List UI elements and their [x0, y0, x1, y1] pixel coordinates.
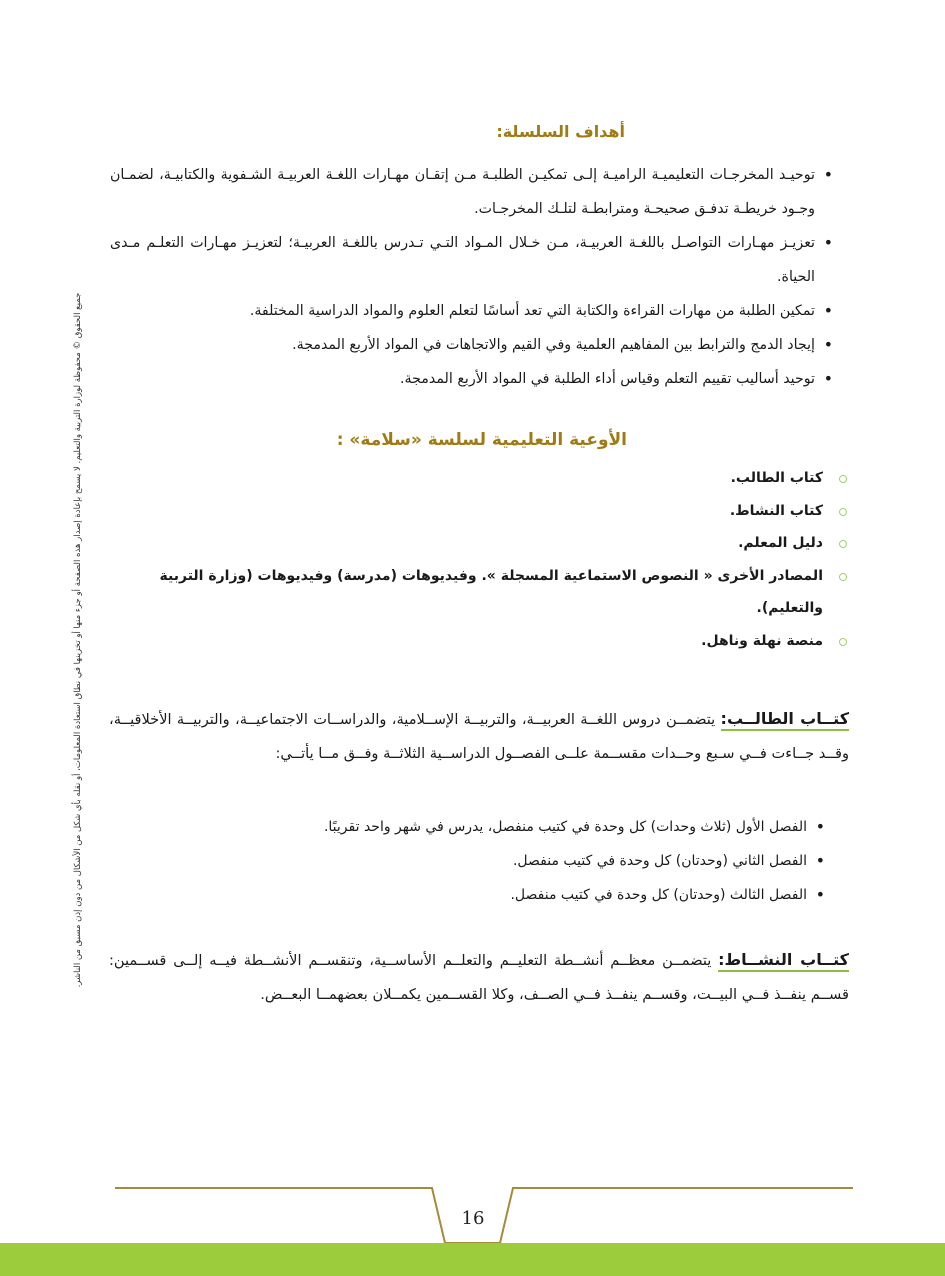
resources-heading: الأوعية التعليمية لسلسة «سلامة» : [336, 430, 627, 450]
activity-book-text: يتضمــن معظــم أنشــطة التعليــم والتعلــم الأساســية، وتنقســم الأنشــطة فيــه إلــى قســمين: قســم ينفــذ فــي البيــت، وقســم ينفــذ فــي الصــف، وكلا القســمين يكمــلان بعضهمــا البعــض. [109, 952, 849, 1003]
activity-book-label: كتــاب النشــاط: [718, 950, 849, 972]
term-item: • الفصل الثاني (وحدتان) كل وحدة في كتيب منفصل. [127, 844, 827, 878]
goal-item: • تعزيـز مهـارات التواصـل باللغـة العربيـة، مـن خـلال المـواد التـي تـدرس باللغـة العربيـة؛ لتعزيـز مهـارات التعلـم مـدى الحياة. [110, 226, 835, 294]
student-book-label: كتــاب الطالــب: [721, 709, 849, 731]
goal-item: • توحيـد المخرجـات التعليميـة الراميـة إلـى تمكيـن الطلبـة مـن إتقـان مهـارات اللغـة العربيـة الشـفوية والكتابيـة، لضمـان وجـود خريطـة تدفـق صحيحـة ومترابطـة لتلـك المخرجـات. [110, 158, 835, 226]
goal-item: • توحيد أساليب تقييم التعلم وقياس أداء الطلبة في المواد الأربع المدمجة. [110, 362, 835, 396]
terms-list [127, 810, 827, 912]
student-book-paragraph [109, 702, 849, 771]
term-item: • الفصل الثالث (وحدتان) كل وحدة في كتيب منفصل. [127, 878, 827, 912]
resource-item: كتاب النشاط. [109, 495, 849, 528]
goals-list [110, 158, 835, 396]
goal-item: • إيجاد الدمج والترابط بين المفاهيم العلمية وفي القيم والاتجاهات في المواد الأربع المدمجة. [110, 328, 835, 362]
goals-heading: أهداف السلسلة: [496, 122, 625, 141]
page-number: 16 [461, 1208, 485, 1229]
resource-item: المصادر الأخرى « النصوص الاستماعية المسجلة ». وفيديوهات (مدرسة) وفيديوهات (وزارة التربية والتعليم). [109, 560, 849, 625]
term-item: • الفصل الأول (ثلاث وحدات) كل وحدة في كتيب منفصل، يدرس في شهر واحد تقريبًا. [127, 810, 827, 844]
copyright-side-note: جميع الحقوق © محفوظة لوزارة التربية والتعليم. لا يسمح بإعادة إصدار هذه الصفحة أو جزء منها أو تخزينها في نطاق استعادة المعلومات، أو نقله بأي شكل من الأشكال من دون إذن مسبق من الناشر. [73, 292, 83, 988]
activity-book-paragraph [109, 943, 849, 1012]
resources-list [109, 462, 849, 657]
footer-band [0, 1243, 945, 1276]
resource-item: منصة نهلة وناهل. [109, 625, 849, 658]
resource-item: كتاب الطالب. [109, 462, 849, 495]
student-book-text: يتضمــن دروس اللغــة العربيــة، والتربيــة الإســلامية، والدراســات الاجتماعيــة، والتربيــة الأخلاقيــة، وقــد جــاءت فــي سـبع وحــدات مقســمة علــى الفصــول الدراســية الثلاثــة وفــق مــا يأتــي: [109, 711, 849, 762]
resource-item: دليل المعلم. [109, 527, 849, 560]
goal-item: • تمكين الطلبة من مهارات القراءة والكتابة التي تعد أساسًا لتعلم العلوم والمواد الدراسية المختلفة. [110, 294, 835, 328]
